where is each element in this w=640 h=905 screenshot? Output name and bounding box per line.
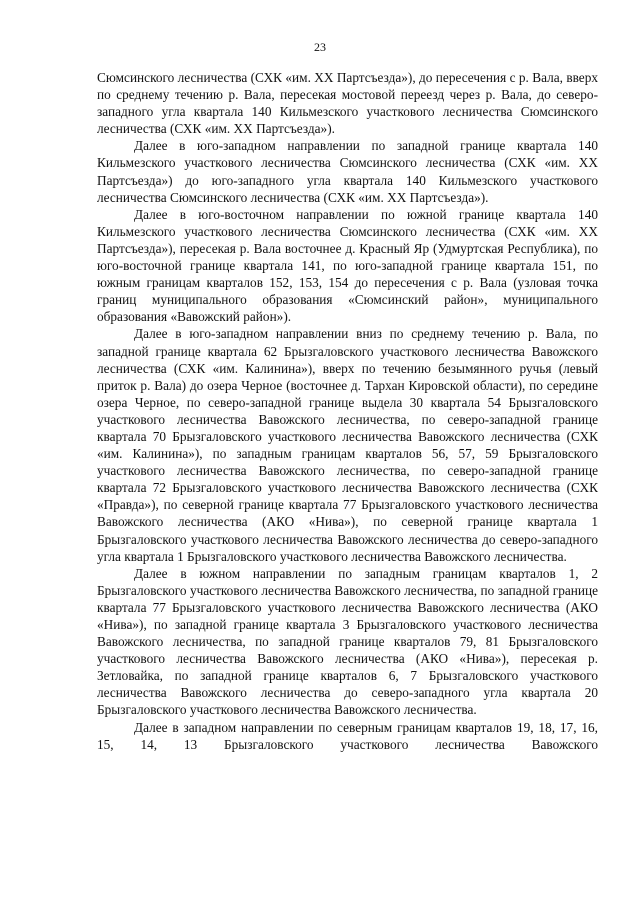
paragraph-3: Далее в юго-восточном направлении по южной границе квартала 140 Кильмезского участкового лесничества Сюмсинского лесничества (СХК «им. XX Партсъезда»), пересекая р. Вала восточнее д. Красный Яр (Удмуртская Республика), по юго-восточной границе квартала 141, по юго-западной границе квартала 151, по южным границам кварталов 152, 153, 154 до пересечения с р. Вала (узловая точка границ муниципального образования «Сюмсинский район», муниципального образования «Вавожский район»). [97, 206, 598, 325]
paragraph-1: Сюмсинского лесничества (СХК «им. XX Партсъезда»), до пересечения с р. Вала, вверх по среднему течению р. Вала, пересекая мостовой переезд через р. Вала, до северо-западного угла квартала 140 Кильмезского участкового лесничества Сюмсинского лесничества (СХК «им. XX Партсъезда»). [97, 70, 598, 137]
document-body [97, 69, 598, 753]
paragraph-4: Далее в юго-западном направлении вниз по среднему течению р. Вала, по западной границе квартала 62 Брызгаловского участкового лесничества Вавожского лесничества (СХК «им. Калинина»), вверх по течению безымянного ручья (левый приток р. Вала) до озера Черное (восточнее д. Тархан Кировской области), по середине озера Черное, по северо-западной границе выдела 30 квартала 54 Брызгаловского участкового лесничества Вавожского лесничества, по северо-западной границе квартала 70 Брызгаловского участкового лесничества Вавожского лесничества (СХК «им. Калинина»), по западным границам кварталов 56, 57, 59 Брызгаловского участкового лесничества Вавожского лесничества, по северо-западной границе квартала 72 Брызгаловского участкового лесничества Вавожского лесничества (СХК «Правда»), по северной границе квартала 77 Брызгаловского участкового лесничества Вавожского лесничества (АКО «Нива»), по северной границе квартала 1 Брызгаловского участкового лесничества Вавожского лесничества до северо-западного угла квартала 1 Брызгаловского участкового лесничества Вавожского лесничества. [97, 326, 598, 564]
page-number: 23 [314, 40, 326, 54]
paragraph-6: Далее в западном направлении по северным границам кварталов 19, 18, 17, 16, 15, 14, 13 Брызгаловского участкового лесничества Вавожского [97, 719, 598, 752]
paragraph-5: Далее в южном направлении по западным границам кварталов 1, 2 Брызгаловского участкового лесничества Вавожского лесничества, по западной границе квартала 77 Брызгаловского участкового лесничества Вавожского лесничества (АКО «Нива»), по западной границе квартала 3 Брызгаловского участкового лесничества Вавожского лесничества, по западной границе кварталов 79, 81 Брызгаловского участкового лесничества Вавожского лесничества (АКО «Нива»), пересекая р. Зетловайка, по западной границе кварталов 6, 7 Брызгаловского участкового лесничества Вавожского лесничества до северо-западного угла квартала 20 Брызгаловского участкового лесничества Вавожского лесничества. [97, 565, 598, 718]
paragraph-2: Далее в юго-западном направлении по западной границе квартала 140 Кильмезского участкового лесничества Сюмсинского лесничества (СХК «им. XX Партсъезда») до юго-западного угла квартала 140 Кильмезского участкового лесничества Сюмсинского лесничества (СХК «им. XX Партсъезда»). [97, 138, 598, 205]
